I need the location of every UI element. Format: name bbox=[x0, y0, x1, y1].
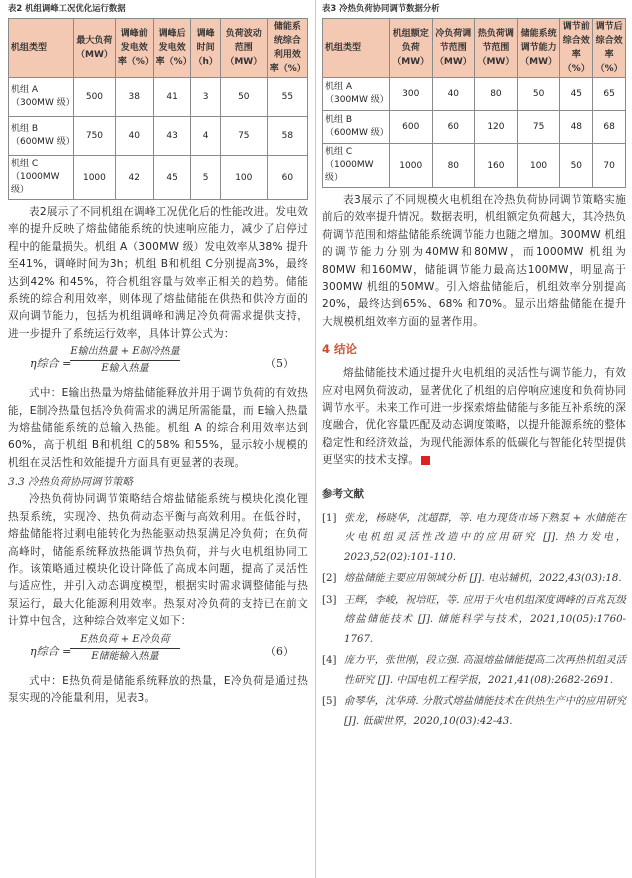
table3-cell: 70 bbox=[593, 144, 626, 188]
formula-lhs: η综合 = bbox=[30, 357, 72, 371]
table3-header: 储能系统调节能力（MW） bbox=[517, 19, 560, 78]
table-row bbox=[323, 111, 626, 144]
formula-denominator: E输入热量 bbox=[101, 363, 149, 375]
table3-header: 机组类型 bbox=[323, 19, 390, 78]
table3-cell: 160 bbox=[475, 144, 518, 188]
body-paragraph: 表2展示了不同机组在调峰工况优化后的性能改进。发电效率的提升反映了熔盐储能系统的快速响应能力，减少了启停过程中的能量损失。机组 A（300MW 级）发电效率从38% 提升至41%，调峰时间为3h；机组 B和机组 C分别提高3%，最终达到42% 和45%，符合机组容量与效率正相关的趋势。储能系统的综合利用效率，则体现了熔盐储能在供热和供冷方面的双向调节能力，包括为机组调峰和满足冷负荷需求提供支持，进一步提升了系统运行效率，具体计算公式为： bbox=[8, 206, 308, 340]
table3-cell: 50 bbox=[517, 78, 560, 111]
table2-cell: 5 bbox=[191, 156, 220, 200]
table2-cell: 38 bbox=[115, 78, 153, 117]
table2-header: 调峰前发电效率（%） bbox=[115, 19, 153, 78]
equation-number: （5） bbox=[265, 357, 294, 371]
table2 bbox=[8, 18, 308, 200]
formula-5 bbox=[8, 343, 308, 385]
reference-item bbox=[322, 509, 626, 568]
table2-header: 储能系统综合利用效率（%） bbox=[267, 19, 307, 78]
reference-item bbox=[322, 591, 626, 650]
table-row bbox=[323, 144, 626, 188]
fraction-bar bbox=[70, 648, 180, 649]
formula-numerator: E热负荷 + E冷负荷 bbox=[80, 633, 170, 645]
reference-number: [1] bbox=[322, 512, 337, 524]
formula-lhs: η综合 = bbox=[30, 644, 72, 658]
table2-cell: 75 bbox=[220, 117, 267, 156]
reference-number: [4] bbox=[322, 655, 337, 667]
table3-cell: 机组 B（600MW 级） bbox=[323, 111, 390, 144]
reference-text: 王辉，李峻，祝培旺，等. 应用于火电机组深度调峰的百兆瓦级熔盐储能技术 [J]. 储能科学与技术，2021,10(05):1760-1767. bbox=[344, 594, 626, 645]
left-column bbox=[8, 0, 308, 707]
table3-cell: 300 bbox=[390, 78, 433, 111]
table-row bbox=[9, 117, 308, 156]
table3-cell: 机组 A（300MW 级） bbox=[323, 78, 390, 111]
table-row bbox=[9, 156, 308, 200]
reference-number: [2] bbox=[322, 573, 337, 585]
table3-cell: 80 bbox=[475, 78, 518, 111]
table3-cell: 68 bbox=[593, 111, 626, 144]
table3-cell: 100 bbox=[517, 144, 560, 188]
table3 bbox=[322, 18, 626, 188]
table-row bbox=[323, 78, 626, 111]
table3-cell: 60 bbox=[432, 111, 475, 144]
table2-cell: 41 bbox=[153, 78, 191, 117]
formula-numerator: E输出热量 + E制冷热量 bbox=[70, 346, 180, 358]
table2-header: 调峰时间（h） bbox=[191, 19, 220, 78]
formula-fraction bbox=[70, 345, 180, 376]
table2-cell: 58 bbox=[267, 117, 307, 156]
table2-cell: 45 bbox=[153, 156, 191, 200]
table3-header: 调节前综合效率（%） bbox=[560, 19, 593, 78]
table2-cell: 43 bbox=[153, 117, 191, 156]
body-paragraph: 式中：E输出热量为熔盐储能释放并用于调节负荷的有效热能，E制冷热量包括冷负荷需求的满足所需能量，而 E输入热量为熔盐储能系统的总输入热能。机组 A 的综合利用效率达到60%，高于机组 B和机组 C的58% 和55%，显示较小规模的机组在灵活性和效能提升方面具有更显著的表现。 bbox=[8, 387, 308, 469]
table2-cell: 50 bbox=[220, 78, 267, 117]
column-divider bbox=[315, 0, 316, 878]
table3-caption: 表3 冷热负荷协同调节数据分析 bbox=[322, 3, 440, 13]
references-heading: 参考文献 bbox=[322, 487, 364, 500]
table3-cell: 120 bbox=[475, 111, 518, 144]
table3-cell: 65 bbox=[593, 78, 626, 111]
table2-cell: 机组 A（300MW 级） bbox=[9, 78, 74, 117]
reference-number: [5] bbox=[322, 696, 337, 708]
formula-6 bbox=[8, 631, 308, 673]
reference-number: [3] bbox=[322, 594, 337, 606]
reference-item bbox=[322, 569, 626, 589]
fraction-bar bbox=[70, 360, 180, 361]
formula-denominator: E储能输入热量 bbox=[91, 650, 159, 662]
body-paragraph: 表3展示了不同规模火电机组在冷热负荷协同调节策略实施前后的效率提升情况。数据表明，机组额定负荷越大，其冷热负荷调节范围和熔盐储能系统调节能力也随之增加。300MW 机组的调节能力分别为40MW和80MW，而1000MW 机组为80MW 和160MW，储能调节能力最高达100MW，明显高于300MW 机组的50MW。引入熔盐储能后，机组效率分别提高20%，最终达到65%、68% 和70%。显示出熔盐储能在提升大规模机组效率方面的显著作用。 bbox=[322, 194, 626, 328]
reference-list bbox=[322, 509, 626, 732]
table2-cell: 机组 B（600MW 级） bbox=[9, 117, 74, 156]
table3-cell: 75 bbox=[517, 111, 560, 144]
table3-cell: 1000 bbox=[390, 144, 433, 188]
reference-text: 张龙，杨晓华，沈超群，等. 电力现货市场下熟泵 + 水储能在火电机组灵活性改造中的应用研究 [J]. 热力发电，2023,52(02):101-110. bbox=[344, 512, 626, 563]
table2-cell: 60 bbox=[267, 156, 307, 200]
conclusion-text: 熔盐储能技术通过提升火电机组的灵活性与调节能力，有效应对电网负荷波动，显著优化了机组的启停响应速度和负荷协同调节水平。未来工作可进一步探索熔盐储能与多能互补系统的深度融合，优化容量匹配及动态调度策略，以提升能源系统的整体稳定性和经济效益，为现代能源体系的低碳化与智能化转型提供更坚实的技术支撑。 bbox=[322, 367, 626, 467]
right-column bbox=[322, 0, 626, 733]
table2-header: 调峰后发电效率（%） bbox=[153, 19, 191, 78]
table2-header: 负荷波动范围（MW） bbox=[220, 19, 267, 78]
table2-cell: 55 bbox=[267, 78, 307, 117]
table3-cell: 80 bbox=[432, 144, 475, 188]
table-row bbox=[9, 78, 308, 117]
table2-cell: 100 bbox=[220, 156, 267, 200]
table2-cell: 1000 bbox=[74, 156, 116, 200]
table2-cell: 42 bbox=[115, 156, 153, 200]
table3-header: 冷负荷调节范围（MW） bbox=[432, 19, 475, 78]
table2-cell: 500 bbox=[74, 78, 116, 117]
reference-text: 俞琴华，沈华琦. 分散式熔盐储能技术在供热生产中的应用研究 [J]. 低碳世界，2020,10(03):42-43. bbox=[344, 696, 626, 727]
table2-header: 最大负荷（MW） bbox=[74, 19, 116, 78]
table3-cell: 600 bbox=[390, 111, 433, 144]
table3-cell: 机组 C（1000MW 级） bbox=[323, 144, 390, 188]
table3-cell: 50 bbox=[560, 144, 593, 188]
equation-number: （6） bbox=[265, 644, 294, 658]
reference-item bbox=[322, 651, 626, 690]
subsection-heading: 3.3 冷热负荷协同调节策略 bbox=[8, 476, 134, 489]
table3-cell: 45 bbox=[560, 78, 593, 111]
conclusion-paragraph bbox=[322, 365, 626, 469]
body-paragraph: 冷热负荷协同调节策略结合熔盐储能系统与模块化溴化锂热泵系统，实现冷、热负荷动态平衡与高效利用。在低谷时，熔盐储能将过剩电能转化为热能驱动热泵满足冷负荷；在负荷高峰时，储能系统释放热能调节热负荷，并与火电机组协同工作。该策略通过模块化设计降低了高成本问题，提高了灵活性与适应性，并引入动态调度模型，根据实时需求调整储能与热泵运行，最大化能源利用效率。热泵对冷负荷的支持已在前文计算中包含，这种综合效率定义如下： bbox=[8, 493, 308, 628]
section-heading: 4 结论 bbox=[322, 342, 358, 357]
table2-cell: 机组 C（1000MW 级） bbox=[9, 156, 74, 200]
table3-cell: 40 bbox=[432, 78, 475, 111]
table2-header: 机组类型 bbox=[9, 19, 74, 78]
table2-cell: 3 bbox=[191, 78, 220, 117]
table3-header: 调节后综合效率（%） bbox=[593, 19, 626, 78]
table3-header: 热负荷调节范围（MW） bbox=[475, 19, 518, 78]
formula-fraction bbox=[70, 633, 180, 664]
table3-cell: 48 bbox=[560, 111, 593, 144]
reference-text: 熔盐储能主要应用领域分析 [J]. 电站辅机，2022,43(03):18. bbox=[344, 573, 622, 585]
table2-caption: 表2 机组调峰工况优化运行数据 bbox=[8, 3, 126, 13]
table2-cell: 40 bbox=[115, 117, 153, 156]
reference-text: 庞力平，张世刚，段立强. 高温熔盐储能提高二次再热机组灵活性研究 [J]. 中国电机工程学报，2021,41(08):2682-2691. bbox=[344, 655, 626, 686]
table2-cell: 750 bbox=[74, 117, 116, 156]
body-paragraph: 式中：E热负荷是储能系统释放的热量，E冷负荷是通过热泵实现的冷能量利用，见表3。 bbox=[8, 674, 308, 704]
table3-header: 机组额定负荷（MW） bbox=[390, 19, 433, 78]
reference-item bbox=[322, 692, 626, 731]
end-mark-icon: ★ bbox=[421, 456, 430, 465]
table2-cell: 4 bbox=[191, 117, 220, 156]
